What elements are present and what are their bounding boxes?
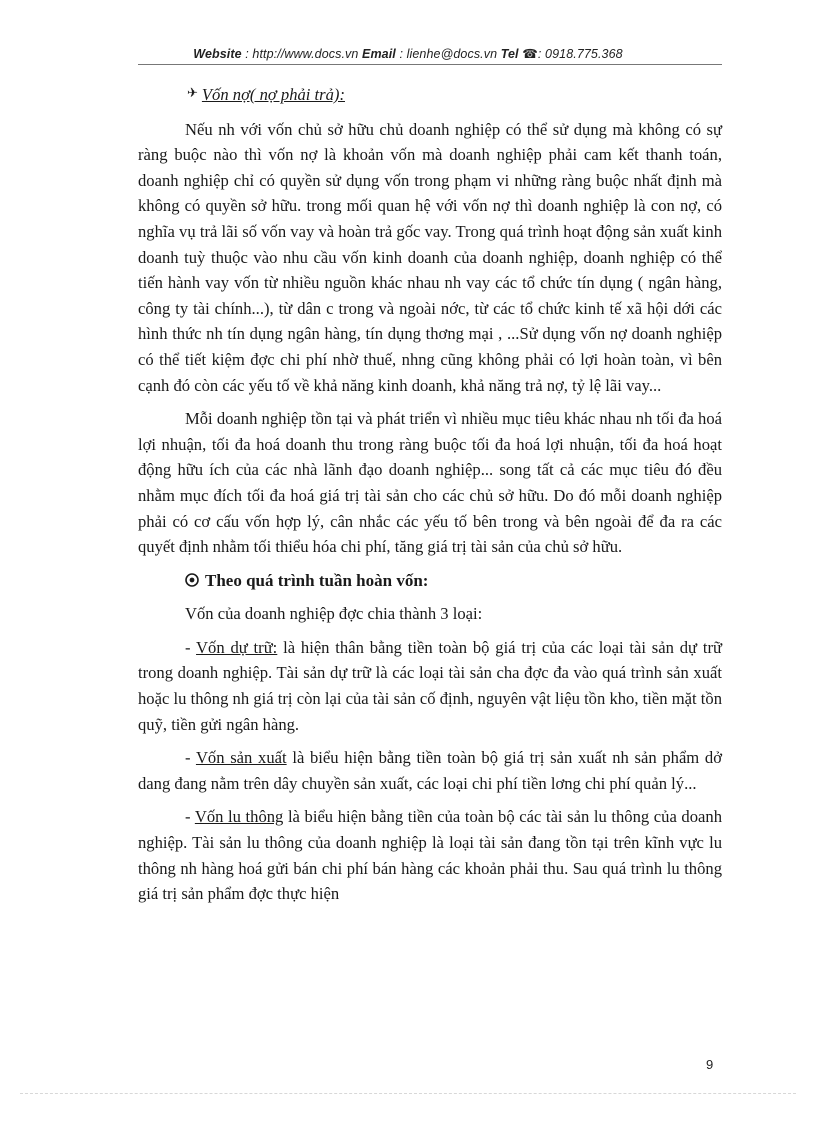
circulation-capital-text: là biểu hiện bằng tiền của toàn bộ các tài sản lu thông của doanh nghiệp. Tài sản lu thông của doanh nghiệp là loại tài sản đang tồn tại trên kĩnh vực lu thông nh hàng hoá gửi bán chi phí bán hàng các khoản phải thu. Sau quá trình lu thông giá trị sản phẩm đợc thực hiện	[138, 807, 722, 904]
ring-bullet-icon	[185, 573, 199, 587]
dash: -	[185, 748, 196, 768]
page-header	[0, 46, 816, 61]
airplane-icon: ✈	[187, 85, 198, 100]
page-number: 9	[706, 1057, 714, 1072]
term-circulation-capital: Vốn lu thông	[194, 807, 284, 827]
paragraph-debt-capital: Nếu nh với vốn chủ sở hữu chủ doanh nghiệp có thể sử dụng mà không có sự ràng buộc nào thì vốn nợ là khoản vốn mà doanh nghiệp phải cam kết thanh toán, doanh nghiệp chỉ có quyền sử dụng vốn trong phạm vi những ràng buộc nhất định mà không có quyền sở hữu. trong mối quan hệ với vốn nợ thì doanh nghiệp là con nợ, có nghĩa vụ trả lãi số vốn vay và hoàn trả gốc vay. Trong quá trình hoạt động sản xuất kinh doanh tuỳ thuộc vào nhu cầu vốn kinh doanh của doanh nghiệp, doanh nghiệp có thể tiến hành vay vốn từ nhiều nguồn khác nhau nh vay các tổ chức tín dụng ( ngân hàng, công ty tài chính...), từ dân c trong và ngoài nớc, từ các tổ chức kinh tế xã hội dới các hình thức nh tín dụng ngân hàng, tín dụng thơng mại , ...Sử dụng vốn nợ doanh nghiệp có thể tiết kiệm đợc chi phí nhờ thuế, nhng cũng không phải có lợi hoàn toàn, vì bên cạnh đó còn các yếu tố về khả năng kinh doanh, khả năng trả nợ, tỷ lệ lãi vay...	[138, 119, 722, 395]
page-body	[138, 82, 722, 907]
term-production-capital: Vốn sản xuất	[195, 748, 287, 768]
page-bottom-divider	[20, 1093, 796, 1094]
term-reserve-capital: Vốn dự trữ:	[196, 637, 278, 657]
email-address: : lienhe@docs.vn	[399, 47, 498, 61]
tel-number: : 0918.775.368	[537, 47, 623, 61]
production-capital-text: là biểu hiện bằng tiền toàn bộ giá trị sản xuất nh sản phẩm dở dang đang nằm trên dây chuyền sản xuất, các loại chi phí tiền lơng chi phí quản lý...	[138, 748, 722, 793]
paragraph-production-capital	[138, 745, 722, 796]
phone-icon: ☎	[522, 47, 538, 61]
paragraph-business-goals: Mỗi doanh nghiệp tồn tại và phát triển vì nhiều mục tiêu khác nhau nh tối đa hoá lợi nhuận, tối đa hoá doanh thu trong ràng buộc tối đa hoá lợi nhuận, tối đa hoá hoạt động hữu ích của các nhà lãnh đạo doanh nghiệp... song tất cả các mục tiêu đó đều nhằm mục đích tối đa hoá giá trị tài sản cho các chủ sở hữu. Do đó mỗi doanh nghiệp phải có cơ cấu vốn hợp lý, cân nhắc các yếu tố bên trong và bên ngoài để đa ra các quyết định nhằm tối thiểu hóa chi phí, tăng giá trị tài sản của chủ sở hữu.	[138, 409, 722, 557]
paragraph-reserve-capital	[138, 635, 722, 737]
paragraph-capital-types: Vốn của doanh nghiệp đợc chia thành 3 loại:	[185, 604, 483, 624]
debt-capital-heading	[138, 82, 722, 109]
paragraph-circulation-capital	[138, 804, 722, 906]
debt-capital-heading-text: Vốn nợ( nợ phải trả):	[201, 85, 345, 104]
dash: -	[185, 637, 197, 657]
website-url: : http://www.docs.vn	[245, 47, 359, 61]
header-divider	[138, 64, 722, 65]
dash: -	[185, 807, 195, 827]
email-label: Email	[362, 47, 396, 61]
section-heading-text: Theo quá trình tuần hoàn vốn:	[205, 570, 429, 590]
section-heading-circulation	[138, 568, 722, 594]
website-label: Website	[193, 47, 242, 61]
tel-label: Tel	[500, 47, 519, 61]
reserve-capital-text: là hiện thân bằng tiền toàn bộ giá trị của các loại tài sản dự trữ trong doanh nghiệp. Tài sản dự trữ là các loại tài sản cha đợc đa vào quá trình sản xuất hoặc lu thông nh giá trị còn lại của tài sản cố định, nguyên vật liệu tồn kho, tiền mặt tồn quỹ, tiền gửi ngân hàng.	[138, 637, 722, 734]
